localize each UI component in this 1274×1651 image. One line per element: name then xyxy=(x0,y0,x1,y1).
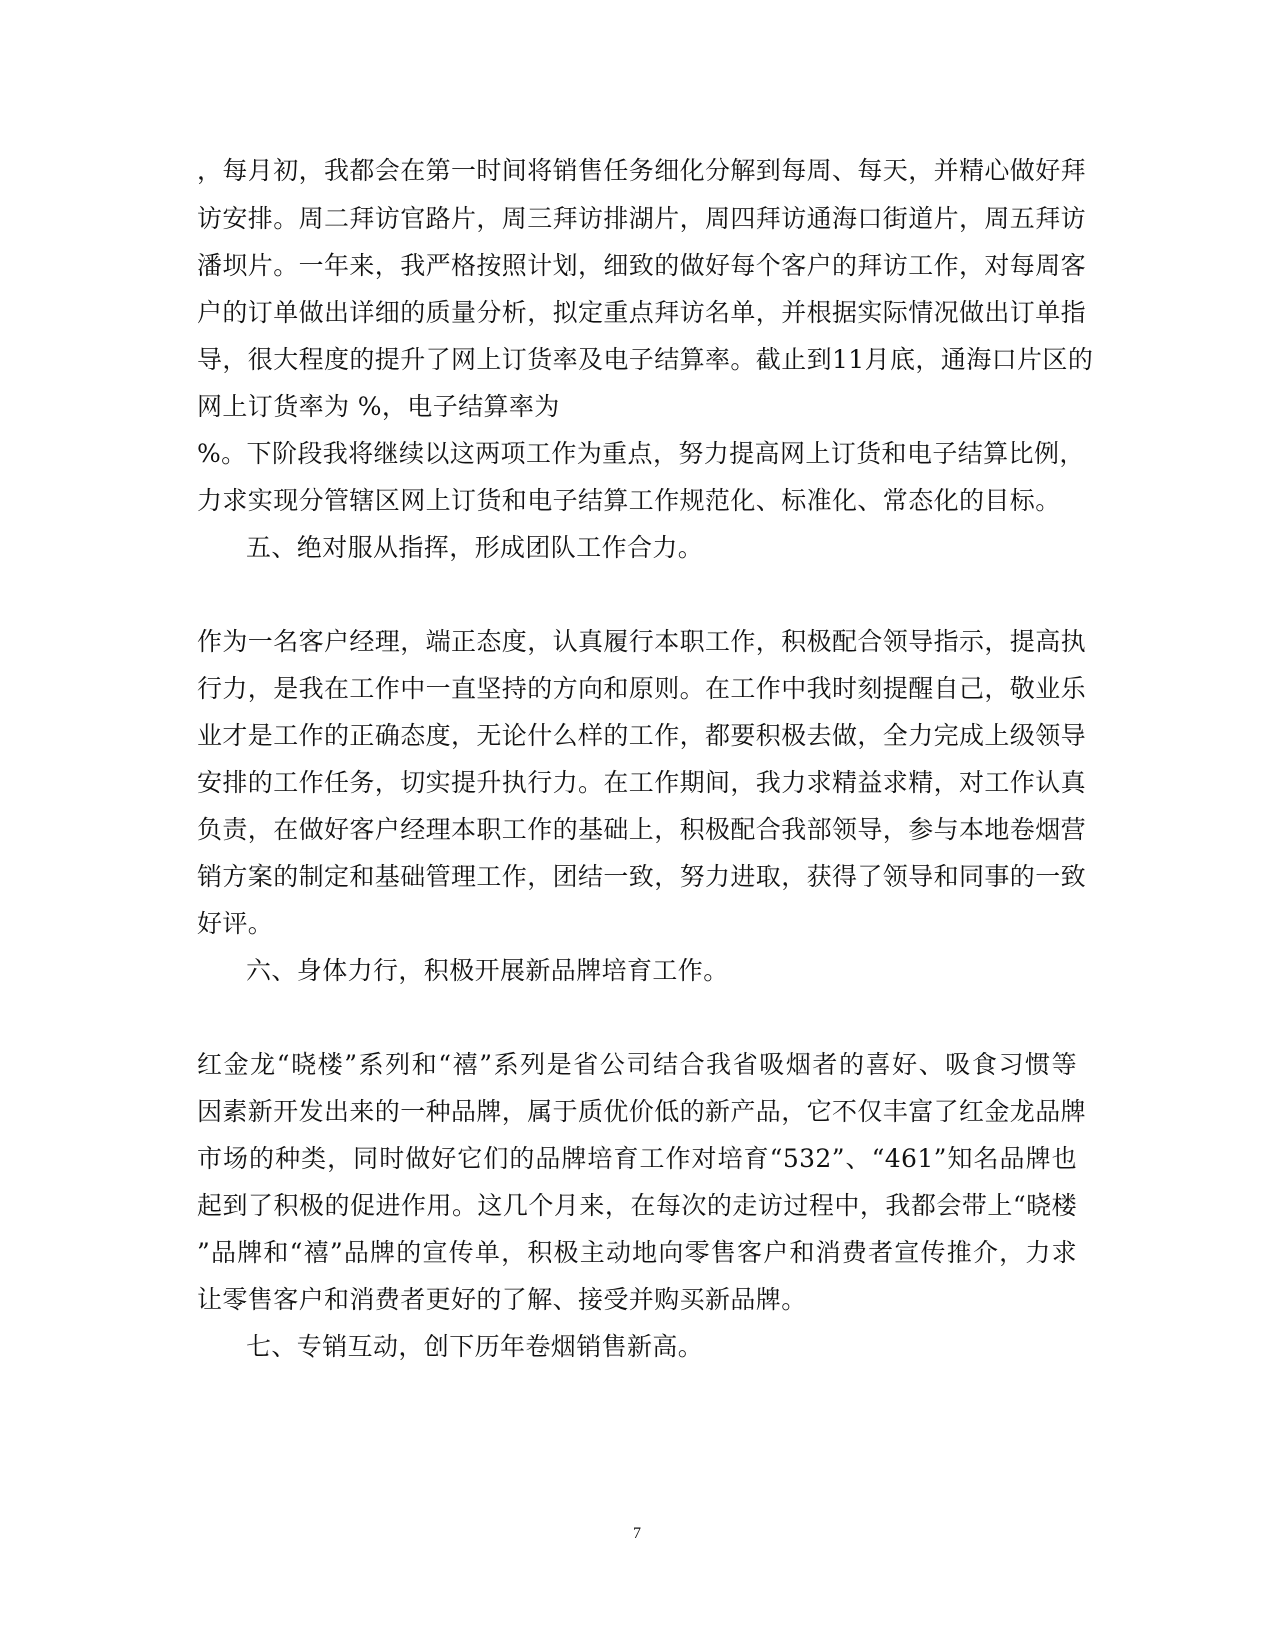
paragraph-line: 潘坝片。一年来，我严格按照计划，细致的做好每个客户的拜访工作，对每周客 xyxy=(197,251,1087,280)
paragraph-line: 作为一名客户经理，端正态度，认真履行本职工作，积极配合领导指示，提高执 xyxy=(197,627,1087,656)
paragraph-line: 行力，是我在工作中一直坚持的方向和原则。在工作中我时刻提醒自己，敬业乐 xyxy=(197,674,1087,703)
paragraph-line: 力求实现分管辖区网上订货和电子结算工作规范化、标准化、常态化的目标。 xyxy=(197,486,1061,515)
paragraph-line: 起到了积极的促进作用。这几个月来，在每次的走访过程中，我都会带上“晓楼 xyxy=(197,1191,1077,1220)
paragraph-line: 让零售客户和消费者更好的了解、接受并购买新品牌。 xyxy=(197,1285,807,1314)
paragraph-line: 负责，在做好客户经理本职工作的基础上，积极配合我部领导，参与本地卷烟营 xyxy=(197,815,1087,844)
paragraph-line: 安排的工作任务，切实提升执行力。在工作期间，我力求精益求精，对工作认真 xyxy=(197,768,1087,797)
paragraph-line: 市场的种类，同时做好它们的品牌培育工作对培育“532”、“461”知名品牌也 xyxy=(197,1144,1077,1173)
section-heading: 五、绝对服从指挥，形成团队工作合力。 xyxy=(246,533,704,562)
paragraph-line: %。下阶段我将继续以这两项工作为重点，努力提高网上订货和电子结算比例， xyxy=(197,439,1085,468)
paragraph-line: 因素新开发出来的一种品牌，属于质优价低的新产品，它不仅丰富了红金龙品牌 xyxy=(197,1097,1087,1126)
paragraph-line: 销方案的制定和基础管理工作，团结一致，努力进取，获得了领导和同事的一致 xyxy=(197,862,1087,891)
paragraph-line: ，每月初，我都会在第一时间将销售任务细化分解到每周、每天，并精心做好拜 xyxy=(197,156,1087,185)
page-number: 7 xyxy=(633,1525,641,1542)
paragraph-line: 好评。 xyxy=(197,909,274,938)
section-heading: 七、专销互动，创下历年卷烟销售新高。 xyxy=(246,1332,704,1361)
paragraph-line: 户的订单做出详细的质量分析，拟定重点拜访名单，并根据实际情况做出订单指 xyxy=(197,298,1087,327)
paragraph-line: 业才是工作的正确态度，无论什么样的工作，都要积极去做，全力完成上级领导 xyxy=(197,721,1087,750)
paragraph-line: 网上订货率为 %，电子结算率为 xyxy=(197,392,560,421)
section-heading: 六、身体力行，积极开展新品牌培育工作。 xyxy=(246,956,729,985)
paragraph-line: ”品牌和“禧”品牌的宣传单，积极主动地向零售客户和消费者宣传推介，力求 xyxy=(197,1238,1077,1267)
paragraph-line: 红金龙“晓楼”系列和“禧”系列是省公司结合我省吸烟者的喜好、吸食习惯等 xyxy=(197,1050,1077,1079)
paragraph-line: 访安排。周二拜访官路片，周三拜访排湖片，周四拜访通海口街道片，周五拜访 xyxy=(197,204,1087,233)
paragraph-line: 导，很大程度的提升了网上订货率及电子结算率。截止到11月底，通海口片区的 xyxy=(197,345,1094,374)
